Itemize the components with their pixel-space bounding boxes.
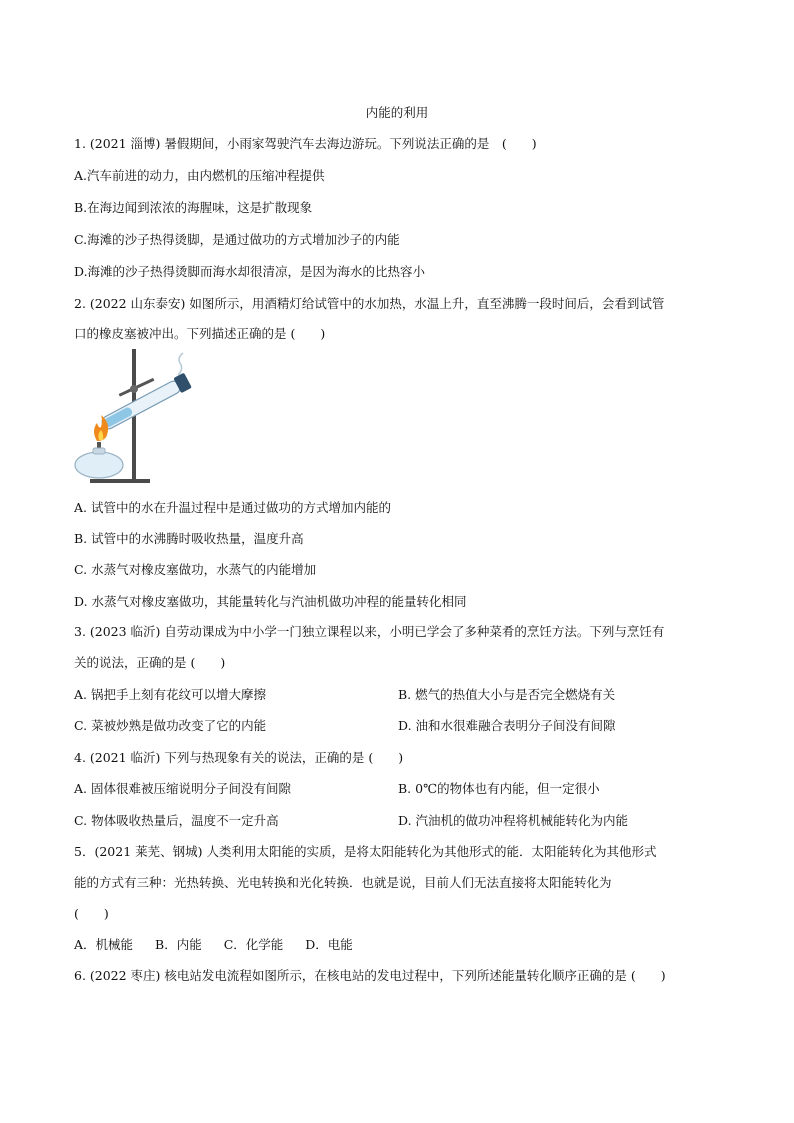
- q3-option-b: B. 燃气的热值大小与是否完全燃烧有关: [398, 687, 616, 702]
- q3-stem-line1: 3. (2023 临沂) 自劳动课成为中小学一门独立课程以来，小明已学会了多种菜肴的烹饪方法。下列与烹饪有: [74, 624, 665, 639]
- q2-stem-line1: 2. (2022 山东泰安) 如图所示，用酒精灯给试管中的水加热，水温上升，直至沸腾一段时间后，会看到试管: [74, 296, 665, 311]
- q5-option-c: C．化学能: [223, 937, 284, 952]
- q1-option-a: A.汽车前进的动力，由内燃机的压缩冲程提供: [74, 168, 325, 183]
- q4-option-a: A. 固体很难被压缩说明分子间没有间隙: [74, 781, 291, 796]
- q1-option-c: C.海滩的沙子热得烫脚，是通过做功的方式增加沙子的内能: [74, 232, 400, 247]
- q4-option-b: B. 0℃的物体也有内能，但一定很小: [398, 781, 600, 796]
- q1-option-d: D.海滩的沙子热得烫脚而海水却很清凉，是因为海水的比热容小: [74, 264, 426, 279]
- q1-option-b: B.在海边闻到浓浓的海腥味，这是扩散现象: [74, 200, 313, 215]
- q1-stem: 1. (2021 淄博) 暑假期间，小雨家驾驶汽车去海边游玩。下列说法正确的是 ( ): [74, 136, 537, 151]
- q6-stem: 6. (2022 枣庄) 核电站发电流程如图所示，在核电站的发电过程中，下列所述能量转化顺序正确的是 ( ): [74, 968, 666, 983]
- q3-option-d: D. 油和水很难融合表明分子间没有间隙: [398, 718, 616, 733]
- q4-option-c: C. 物体吸收热量后，温度不一定升高: [74, 813, 279, 828]
- q5-stem-line3: ( ): [74, 906, 109, 921]
- q3-option-c: C. 菜被炒熟是做功改变了它的内能: [74, 718, 267, 733]
- page-title: 内能的利用: [365, 105, 429, 120]
- q2-stem-line2: 口的橡皮塞被冲出。下列描述正确的是 ( ): [74, 326, 326, 341]
- q5-stem-line2: 能的方式有三种：光热转换、光电转换和光化转换．也就是说，目前人们无法直接将太阳能转化为: [74, 875, 612, 890]
- q3-stem-line2: 关的说法，正确的是 ( ): [74, 655, 226, 670]
- q4-option-d: D. 汽油机的做功冲程将机械能转化为内能: [398, 813, 629, 828]
- q5-stem-line1: 5．(2021 莱芜、钢城) 人类利用太阳能的实质，是将太阳能转化为其他形式的能．太阳能转化为其他形式: [74, 844, 657, 859]
- q5-option-b: B．内能: [155, 937, 202, 952]
- q5-options: [74, 937, 371, 953]
- heating-test-tube-figure: [70, 345, 200, 490]
- q2-option-a: A. 试管中的水在升温过程中是通过做功的方式增加内能的: [74, 500, 391, 515]
- q5-option-d: D．电能: [305, 937, 353, 952]
- q2-option-b: B. 试管中的水沸腾时吸收热量，温度升高: [74, 531, 304, 546]
- q5-option-a: A．机械能: [74, 937, 134, 952]
- q2-option-d: D. 水蒸气对橡皮塞做功，其能量转化与汽油机做功冲程的能量转化相同: [74, 594, 467, 609]
- q2-option-c: C. 水蒸气对橡皮塞做功，水蒸气的内能增加: [74, 562, 317, 577]
- q3-option-a: A. 锅把手上刻有花纹可以增大摩擦: [74, 687, 266, 702]
- q4-stem: 4. (2021 临沂) 下列与热现象有关的说法，正确的是 ( ): [74, 750, 404, 765]
